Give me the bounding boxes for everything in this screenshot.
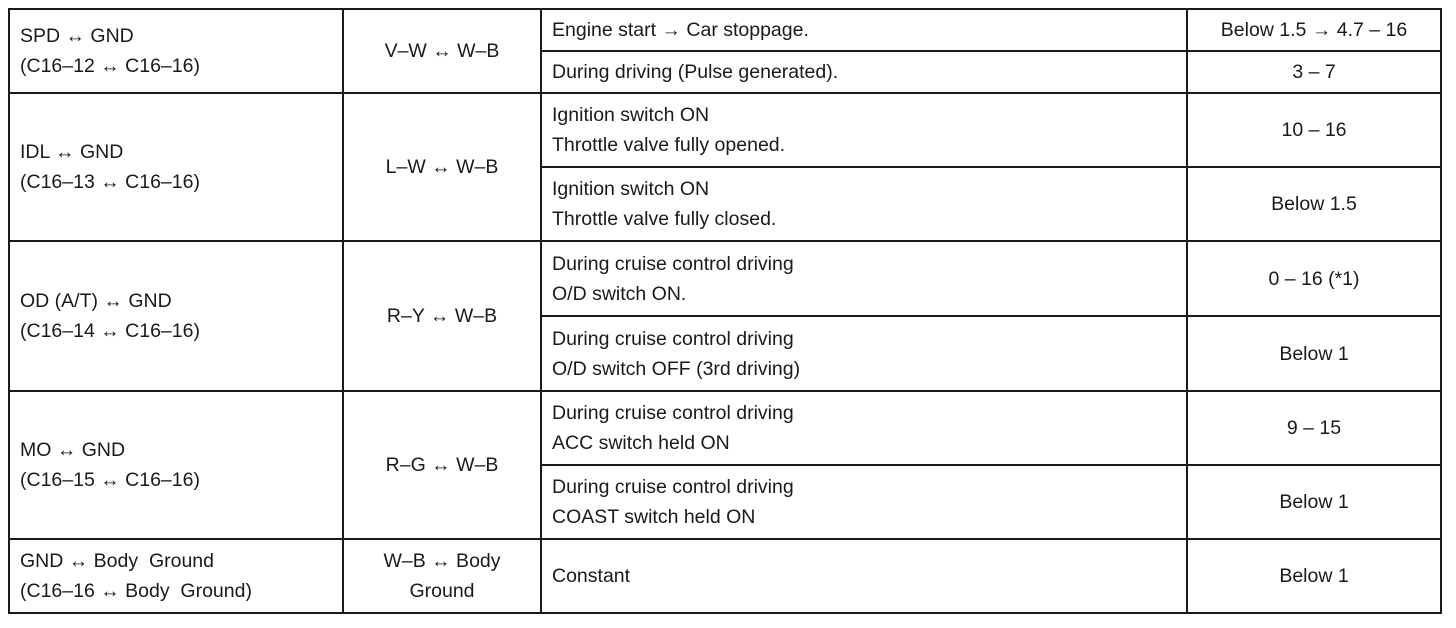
table-row: [9, 391, 1441, 465]
terminal-pins: (C16–15 ↔ C16–16): [20, 469, 200, 491]
wiring-color-cell: [343, 241, 541, 391]
condition-cell: [541, 391, 1187, 465]
condition-line: ACC switch held ON: [552, 432, 730, 454]
spec-cell: Below 1.5 → 4.7 – 16: [1187, 9, 1441, 51]
table-row: [9, 539, 1441, 613]
condition-line: During cruise control driving: [552, 402, 794, 424]
table-row: [9, 241, 1441, 316]
condition-line: During cruise control driving: [552, 252, 794, 275]
table-row: [9, 93, 1441, 167]
condition-line: Throttle valve fully closed.: [552, 208, 777, 230]
terminal-spec-table: [8, 8, 1442, 614]
spec-cell: Below 1: [1187, 539, 1441, 613]
condition-cell: [541, 51, 1187, 93]
condition-line: During driving (Pulse generated).: [552, 61, 839, 83]
terminal-cell: [9, 241, 343, 391]
condition-cell: [541, 241, 1187, 316]
spec-cell: Below 1.5: [1187, 167, 1441, 241]
terminal-name: GND ↔ Body Ground: [20, 550, 214, 572]
condition-line: Ignition switch ON: [552, 104, 710, 126]
table-row: [9, 9, 1441, 51]
wiring-color-cell: [343, 93, 541, 241]
wiring-color: W–B ↔ Body: [383, 550, 501, 572]
wiring-color-cell: [343, 9, 541, 93]
spec-cell: Below 1: [1187, 465, 1441, 539]
spec-cell: 10 – 16: [1187, 93, 1441, 167]
wiring-color: R–G ↔ W–B: [385, 454, 499, 476]
terminal-cell: [9, 539, 343, 613]
condition-cell: [541, 316, 1187, 391]
spec-cell: Below 1: [1187, 316, 1441, 391]
condition-line: Throttle valve fully opened.: [552, 134, 786, 156]
terminal-name: MO ↔ GND: [20, 439, 126, 461]
condition-line: COAST switch held ON: [552, 506, 756, 528]
wiring-color: Ground: [409, 580, 475, 602]
condition-line: During cruise control driving: [552, 476, 794, 498]
terminal-name: OD (A/T) ↔ GND: [20, 290, 172, 312]
spec-cell: 9 – 15: [1187, 391, 1441, 465]
condition-cell: [541, 465, 1187, 539]
terminal-pins: (C16–12 ↔ C16–16): [20, 55, 200, 77]
wiring-color: R–Y ↔ W–B: [386, 305, 498, 327]
condition-cell: [541, 539, 1187, 613]
wiring-color: L–W ↔ W–B: [385, 156, 499, 178]
condition-line: O/D switch OFF (3rd driving): [552, 357, 801, 380]
wiring-color: V–W ↔ W–B: [384, 40, 500, 62]
terminal-cell: [9, 391, 343, 539]
terminal-pins: (C16–14 ↔ C16–16): [20, 320, 200, 342]
wiring-color-cell: [343, 391, 541, 539]
condition-line: Constant: [552, 565, 631, 587]
terminal-pins: (C16–16 ↔ Body Ground): [20, 580, 252, 602]
terminal-pins: (C16–13 ↔ C16–16): [20, 171, 200, 193]
condition-line: O/D switch ON.: [552, 282, 687, 305]
condition-line: Ignition switch ON: [552, 178, 710, 200]
terminal-cell: [9, 93, 343, 241]
condition-cell: [541, 9, 1187, 51]
condition-cell: [541, 167, 1187, 241]
terminal-name: IDL ↔ GND: [20, 141, 124, 163]
condition-line: Engine start → Car stoppage.: [552, 19, 809, 41]
condition-cell: [541, 93, 1187, 167]
terminal-cell: [9, 9, 343, 93]
terminal-name: SPD ↔ GND: [20, 25, 134, 47]
spec-cell: 3 – 7: [1187, 51, 1441, 93]
spec-cell: 0 – 16 (*1): [1187, 241, 1441, 316]
wiring-color-cell: [343, 539, 541, 613]
condition-line: During cruise control driving: [552, 327, 794, 350]
